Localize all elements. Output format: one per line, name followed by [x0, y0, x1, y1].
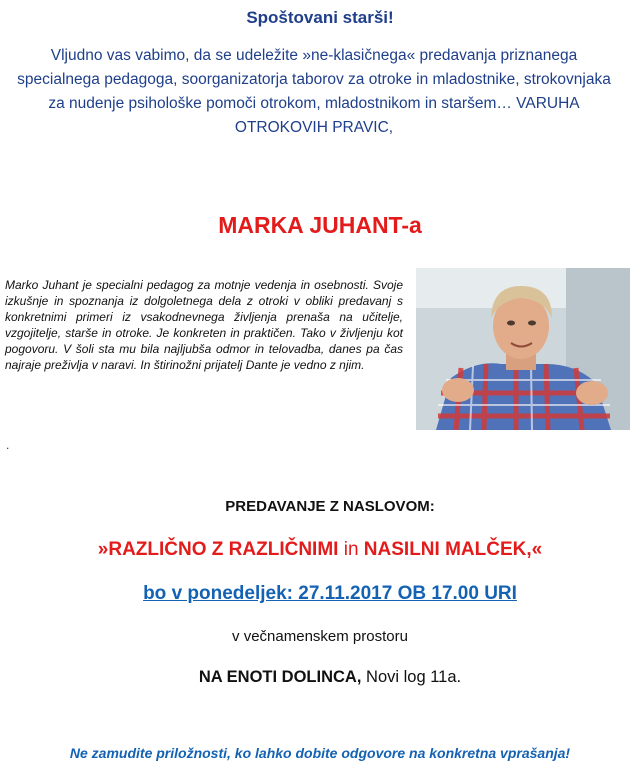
- lecture-title-part2: in: [343, 539, 359, 560]
- lecture-title-part3: NASILNI MALČEK,«: [363, 539, 543, 560]
- room-text: v večnamenskem prostoru: [232, 628, 408, 645]
- lecture-heading: PREDAVANJE Z NASLOVOM:: [225, 498, 435, 515]
- location-address: Novi log 11a.: [366, 668, 462, 686]
- lecture-title: [0, 539, 640, 561]
- stray-dot: .: [6, 438, 10, 452]
- speaker-photo: [416, 268, 630, 430]
- speaker-name: MARKA JUHANT-a: [218, 212, 422, 238]
- speaker-bio: Marko Juhant je specialni pedagog za motnje vedenja in osebnosti. Svoje izkušnje in spoznanja iz dolgoletnega dela z otroki v obliki predavanj s konkretnimi primeri iz vsakodnevnega življenja prenaša na učitelje, vzgojitelje, starše in otroke. Je konkreten in praktičen. Tako v življenju kot pogovoru. V šoli sta mu bila najljubša odmor in telovadba, danes pa čas najraje preživlja v naravi. In štirinožni prijatelj Dante je vedno z njim.: [5, 278, 403, 372]
- lecture-title-part1: »RAZLIČNO Z RAZLIČNIMI: [97, 539, 339, 560]
- invitation-text: Vljudno vas vabimo, da se udeležite »ne-klasičnega« predavanja priznanega specialnega pedagoga, soorganizatorja taborov za otroke in mladostnike, strokovnjaka za nudenje psihološke pomoči otrokom, mladostnikom in staršem… VARUHA OTROKOVIH PRAVIC,: [17, 47, 611, 136]
- greeting: Spoštovani starši!: [246, 8, 394, 27]
- footer-note: Ne zamudite priložnosti, ko lahko dobite odgovore na konkretna vprašanja!: [69, 745, 571, 761]
- speaker-photo-illustration: [416, 268, 630, 430]
- date-time: [0, 583, 640, 605]
- location: [0, 668, 640, 687]
- date-time-text: bo v ponedeljek: 27.11.2017 OB 17.00 URI: [143, 583, 517, 604]
- location-name: NA ENOTI DOLINCA,: [198, 668, 362, 686]
